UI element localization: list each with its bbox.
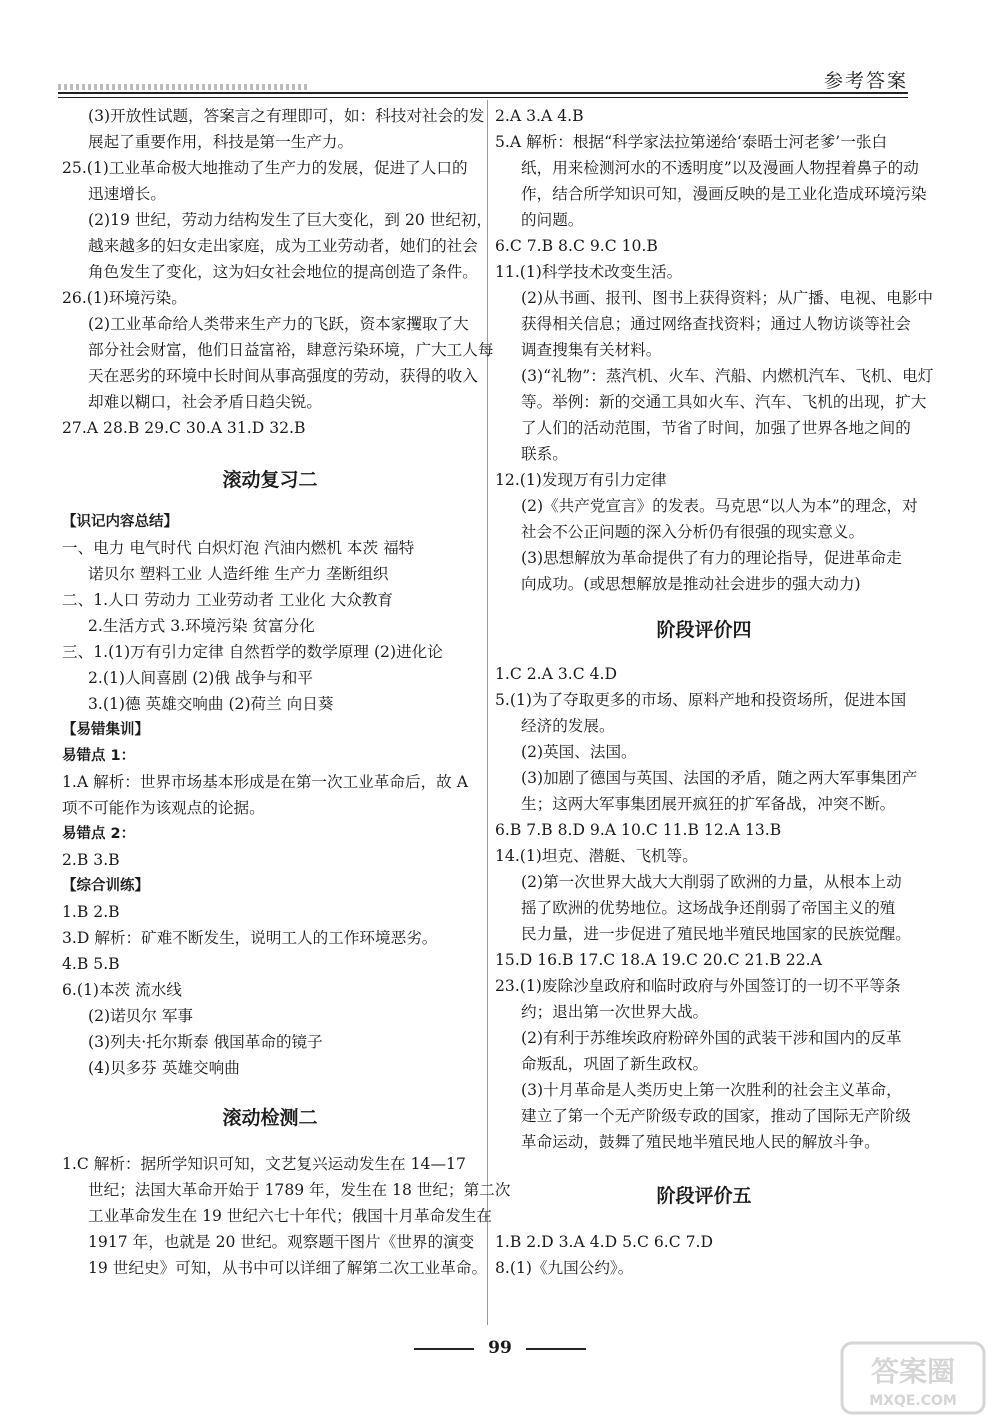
answer-line: (3)列夫·托尔斯泰 俄国革命的镜子 — [88, 1033, 323, 1051]
answer-line: 26.(1)环境污染。 — [62, 289, 187, 307]
answer-line: 摇了欧洲的优势地位。这场战争还削弱了帝国主义的殖 — [521, 899, 896, 917]
answer-line: 12.(1)发现万有引力定律 — [495, 471, 667, 489]
answer-line: 3.D 解析：矿难不断发生，说明工人的工作环境恶劣。 — [62, 929, 438, 947]
answer-line: 1.C 解析：据所学知识可知，文艺复兴运动发生在 14—17 — [62, 1155, 466, 1173]
answer-line: 1.C 2.A 3.C 4.D — [495, 665, 618, 683]
answer-line: 4.B 5.B — [62, 955, 120, 973]
answer-line: (2)工业革命给人类带来生产力的飞跃，资本家攫取了大 — [88, 315, 469, 333]
answer-line: 2.A 3.A 4.B — [495, 107, 584, 125]
answer-line: 6.B 7.B 8.D 9.A 10.C 11.B 12.A 13.B — [495, 821, 782, 839]
answer-line: 向成功。(或思想解放是推动社会进步的强大动力) — [521, 575, 861, 593]
answer-line: 民力量，进一步促进了殖民地半殖民地国家的民族觉醒。 — [521, 925, 911, 943]
answer-line: 14.(1)坦克、潜艇、飞机等。 — [495, 847, 698, 865]
column-divider — [487, 100, 488, 1325]
watermark-logo — [838, 1337, 988, 1417]
answer-line: 获得相关信息；通过网络查找资料；通过人物访谈等社会 — [521, 315, 911, 333]
subsection-heading: 【易错集训】 — [62, 722, 149, 738]
answer-line: 一、电力 电气时代 白炽灯泡 汽油内燃机 本茨 福特 — [62, 539, 415, 557]
answer-line: 5.(1)为了夺取更多的市场、原料产地和投资场所，促进本国 — [495, 691, 907, 709]
answer-line: (2)诺贝尔 军事 — [88, 1007, 194, 1025]
answer-line: (4)贝多芬 英雄交响曲 — [88, 1059, 240, 1077]
answer-line: 8.(1)《九国公约》。 — [495, 1259, 634, 1277]
answer-line: 23.(1)废除沙皇政府和临时政府与外国签订的一切不平等条 — [495, 977, 901, 995]
answer-line: 2.B 3.B — [62, 851, 120, 869]
section-title: 滚动复习二 — [222, 469, 318, 491]
answer-line: 25.(1)工业革命极大地推动了生产力的发展，促进了人口的 — [62, 159, 468, 177]
answer-line: 纸，用来检测河水的不透明度”以及漫画人物捏着鼻子的动 — [521, 159, 919, 177]
answer-line: 2.生活方式 3.环境污染 贫富分化 — [88, 617, 315, 635]
answer-line: 迅速增长。 — [88, 185, 166, 203]
left-column — [62, 103, 511, 1281]
header-rule-thin — [58, 97, 908, 98]
answer-line: 6.(1)本茨 流水线 — [62, 981, 182, 999]
answer-line: (2)19 世纪，劳动力结构发生了巨大变化，到 20 世纪初， — [88, 211, 493, 229]
answer-line: 1.A 解析：世界市场基本形成是在第一次工业革命后，故 A — [62, 773, 468, 791]
answer-line: 命叛乱，巩固了新生政权。 — [521, 1055, 709, 1073]
section-title: 阶段评价四 — [656, 619, 752, 641]
answer-line: 建立了第一个无产阶级专政的国家，推动了国际无产阶级 — [521, 1107, 911, 1125]
answer-line: 19 世纪史》可知，从书中可以详细了解第二次工业革命。 — [88, 1259, 488, 1277]
answer-line: (3)加剧了德国与英国、法国的矛盾，随之两大军事集团产 — [521, 769, 918, 787]
answer-line: 部分社会财富，他们日益富裕，肆意污染环境，广大工人每 — [88, 341, 494, 359]
answer-line: 二、1.人口 劳动力 工业劳动者 工业化 大众教育 — [62, 591, 393, 609]
answer-line: 联系。 — [521, 445, 568, 463]
answer-line: 的问题。 — [521, 211, 584, 229]
answer-line: 11.(1)科学技术改变生活。 — [495, 263, 683, 281]
answer-line: 展起了重要作用，科技是第一生产力。 — [88, 133, 354, 151]
answer-line: 27.A 28.B 29.C 30.A 31.D 32.B — [62, 419, 306, 437]
watermark-text: 答案圈 — [870, 1355, 956, 1388]
answer-line: 等。举例：新的交通工具如火车、汽车、飞机的出现，扩大 — [521, 393, 927, 411]
answer-line: (3)思想解放为革命提供了有力的理论指导，促进革命走 — [521, 549, 902, 567]
left-answers-block-1 — [62, 103, 494, 441]
right-answers-block-2 — [495, 661, 918, 1155]
answer-line: 天在恶劣的环境中长时间从事高强度的劳动，获得的收入 — [88, 367, 478, 385]
answer-line: 生；这两大军事集团展开疯狂的扩军备战，冲突不断。 — [521, 795, 896, 813]
page-number-text: 99 — [488, 1338, 512, 1358]
answer-line: 社会不公正问题的深入分析仍有很强的现实意义。 — [521, 523, 865, 541]
right-column — [495, 103, 934, 1281]
answer-line: 5.A 解析：根据“科学家法拉第递给‘泰晤士河老爹’一张白 — [495, 133, 888, 151]
section-title: 滚动检测二 — [222, 1107, 318, 1129]
answer-line: 世纪；法国大革命开始于 1789 年，发生在 18 世纪；第二次 — [88, 1181, 511, 1199]
answer-line: 1917 年，也就是 20 世纪。观察题干图片《世界的演变 — [88, 1233, 475, 1251]
answer-line: 诺贝尔 塑料工业 人造纤维 生产力 垄断组织 — [88, 565, 389, 583]
answer-line: 了人们的活动范围，节省了时间，加强了世界各地之间的 — [521, 419, 911, 437]
answer-line: 作，结合所学知识可知，漫画反映的是工业化造成环境污染 — [521, 185, 927, 203]
left-answers-block-2 — [62, 509, 478, 1081]
answer-line: 越来越多的妇女走出家庭，成为工业劳动者，她们的社会 — [88, 237, 478, 255]
answer-line: (2)有利于苏维埃政府粉碎外国的武装干涉和国内的反革 — [521, 1029, 902, 1047]
watermark-subtext: MXQE.COM — [869, 1393, 957, 1409]
right-answers-block-3 — [495, 1229, 913, 1281]
answer-line: (3)十月革命是人类历史上第一次胜利的社会主义革命， — [521, 1081, 902, 1099]
answer-line: 1.B 2.D 3.A 4.D 5.C 6.C 7.D — [495, 1233, 713, 1251]
header-decoration — [58, 84, 308, 90]
subsection-heading: 易错点 2： — [62, 826, 136, 842]
answer-line: (3)开放性试题，答案言之有理即可，如：科技对社会的发 — [88, 107, 485, 125]
answer-line: 15.D 16.B 17.C 18.A 19.C 20.C 21.B 22.A — [495, 951, 822, 969]
subsection-heading: 【识记内容总结】 — [62, 514, 178, 530]
answer-line: 经济的发展。 — [521, 717, 615, 735]
answer-line: (3)“礼物”：蒸汽机、火车、汽船、内燃机汽车、飞机、电灯 — [521, 367, 934, 385]
page-number-ornament-left — [414, 1348, 474, 1350]
answer-line: 调查搜集有关材料。 — [521, 341, 662, 359]
subsection-heading: 易错点 1： — [62, 748, 136, 764]
right-answers-block-1 — [495, 103, 934, 597]
answer-line: (2)《共产党宣言》的发表。马克思“以人为本”的理念，对 — [521, 497, 918, 515]
section-title: 阶段评价五 — [656, 1185, 752, 1207]
answer-line: 3.(1)德 英雄交响曲 (2)荷兰 向日葵 — [88, 695, 334, 713]
subsection-heading: 【综合训练】 — [62, 878, 149, 894]
answer-line: 角色发生了变化，这为妇女社会地位的提高创造了条件。 — [88, 263, 478, 281]
answer-line: 却难以糊口，社会矛盾日趋尖锐。 — [88, 393, 322, 411]
left-answers-block-3 — [62, 1151, 511, 1281]
answer-line: 项不可能作为该观点的论据。 — [62, 799, 265, 817]
answer-line: (2)从书画、报刊、图书上获得资料；从广播、电视、电影中 — [521, 289, 933, 307]
answer-line: 1.B 2.B — [62, 903, 120, 921]
answer-line: (2)英国、法国。 — [521, 743, 637, 761]
answer-line: 三、1.(1)万有引力定律 自然哲学的数学原理 (2)进化论 — [62, 643, 443, 661]
answer-line: 工业革命发生在 19 世纪六七十年代；俄国十月革命发生在 — [88, 1207, 493, 1225]
answer-line: (2)第一次世界大战大大削弱了欧洲的力量，从根本上动 — [521, 873, 902, 891]
answer-line: 6.C 7.B 8.C 9.C 10.B — [495, 237, 658, 255]
page-header-title: 参考答案 — [823, 70, 908, 92]
answer-line: 革命运动，鼓舞了殖民地半殖民地人民的解放斗争。 — [521, 1133, 880, 1151]
answer-line: 2.(1)人间喜剧 (2)俄 战争与和平 — [88, 669, 313, 687]
header-rule — [58, 92, 908, 94]
page-number-ornament-right — [526, 1348, 586, 1350]
answer-line: 约；退出第一次世界大战。 — [521, 1003, 709, 1021]
